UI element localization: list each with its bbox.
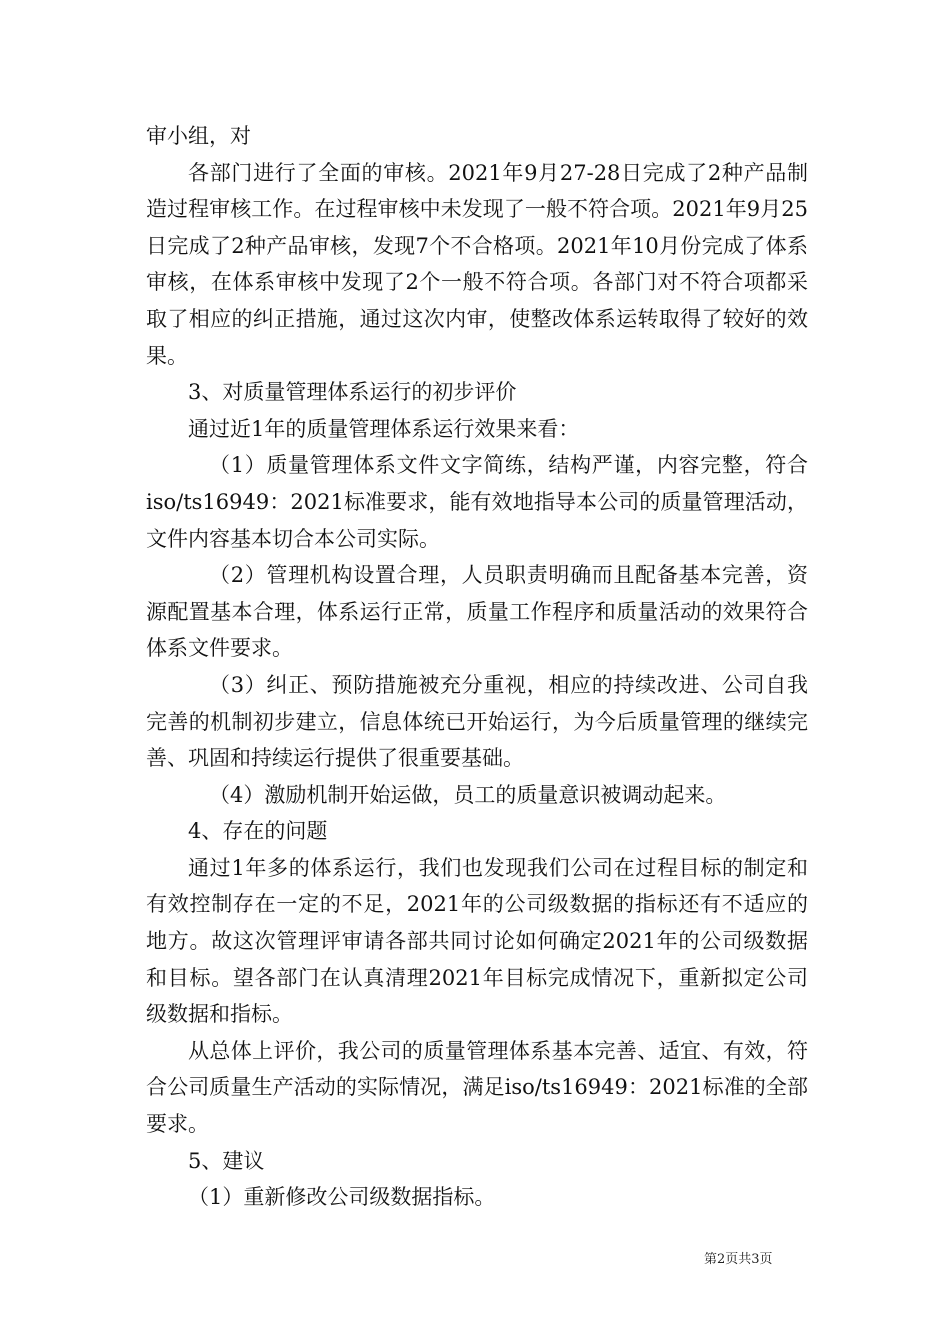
paragraph-evaluation-intro: 通过近1年的质量管理体系运行效果来看：: [188, 416, 580, 441]
section-heading-evaluation: 3、对质量管理体系运行的初步评价: [188, 380, 517, 405]
section-heading-suggestions: 5、建议: [188, 1148, 265, 1173]
list-item-1: （1）质量管理体系文件文字简练，结构严谨，内容完整，符合iso/ts16949：2021标准要求，能有效地指导本公司的质量管理活动，文件内容基本切合本公司实际。: [146, 453, 808, 551]
paragraph-internal-audit: 各部门进行了全面的审核。2021年9月27-28日完成了2种产品制造过程审核工作。在过程审核中未发现了一般不符合项。2021年9月25日完成了2种产品审核，发现7个不合格项。2021年10月份完成了体系审核，在体系审核中发现了2个一般不符合项。各部门对不符合项都采取了相应的纠正措施，通过这次内审，使整改体系运转取得了较好的效果。: [146, 160, 808, 368]
paragraph-problems: 通过1年多的体系运行，我们也发现我们公司在过程目标的制定和有效控制存在一定的不足，2021年的公司级数据的指标还有不适应的地方。故这次管理评审请各部共同讨论如何确定2021年的公司级数据和目标。望各部门在认真清理2021年目标完成情况下，重新拟定公司级数据和指标。: [146, 855, 808, 1027]
paragraph-overall-evaluation: 从总体上评价，我公司的质量管理体系基本完善、适宜、有效，符合公司质量生产活动的实际情况，满足iso/ts16949：2021标准的全部要求。: [146, 1038, 808, 1137]
list-item-3: （3）纠正、预防措施被充分重视，相应的持续改进、公司自我完善的机制初步建立，信息体统已开始运行，为今后质量管理的继续完善、巩固和持续运行提供了很重要基础。: [146, 672, 808, 771]
list-item-2: （2）管理机构设置合理，人员职责明确而且配备基本完善，资源配置基本合理，体系运行正常，质量工作程序和质量活动的效果符合体系文件要求。: [146, 563, 808, 661]
page-number-footer: 第2页共3页: [704, 1252, 773, 1267]
list-item-4: （4）激励机制开始运做，员工的质量意识被调动起来。: [209, 782, 727, 807]
section-heading-problems: 4、存在的问题: [188, 819, 328, 844]
suggestion-item-1: （1）重新修改公司级数据指标。: [188, 1185, 496, 1210]
document-body: [146, 118, 808, 1216]
paragraph-continuation: 审小组，对: [146, 124, 251, 148]
